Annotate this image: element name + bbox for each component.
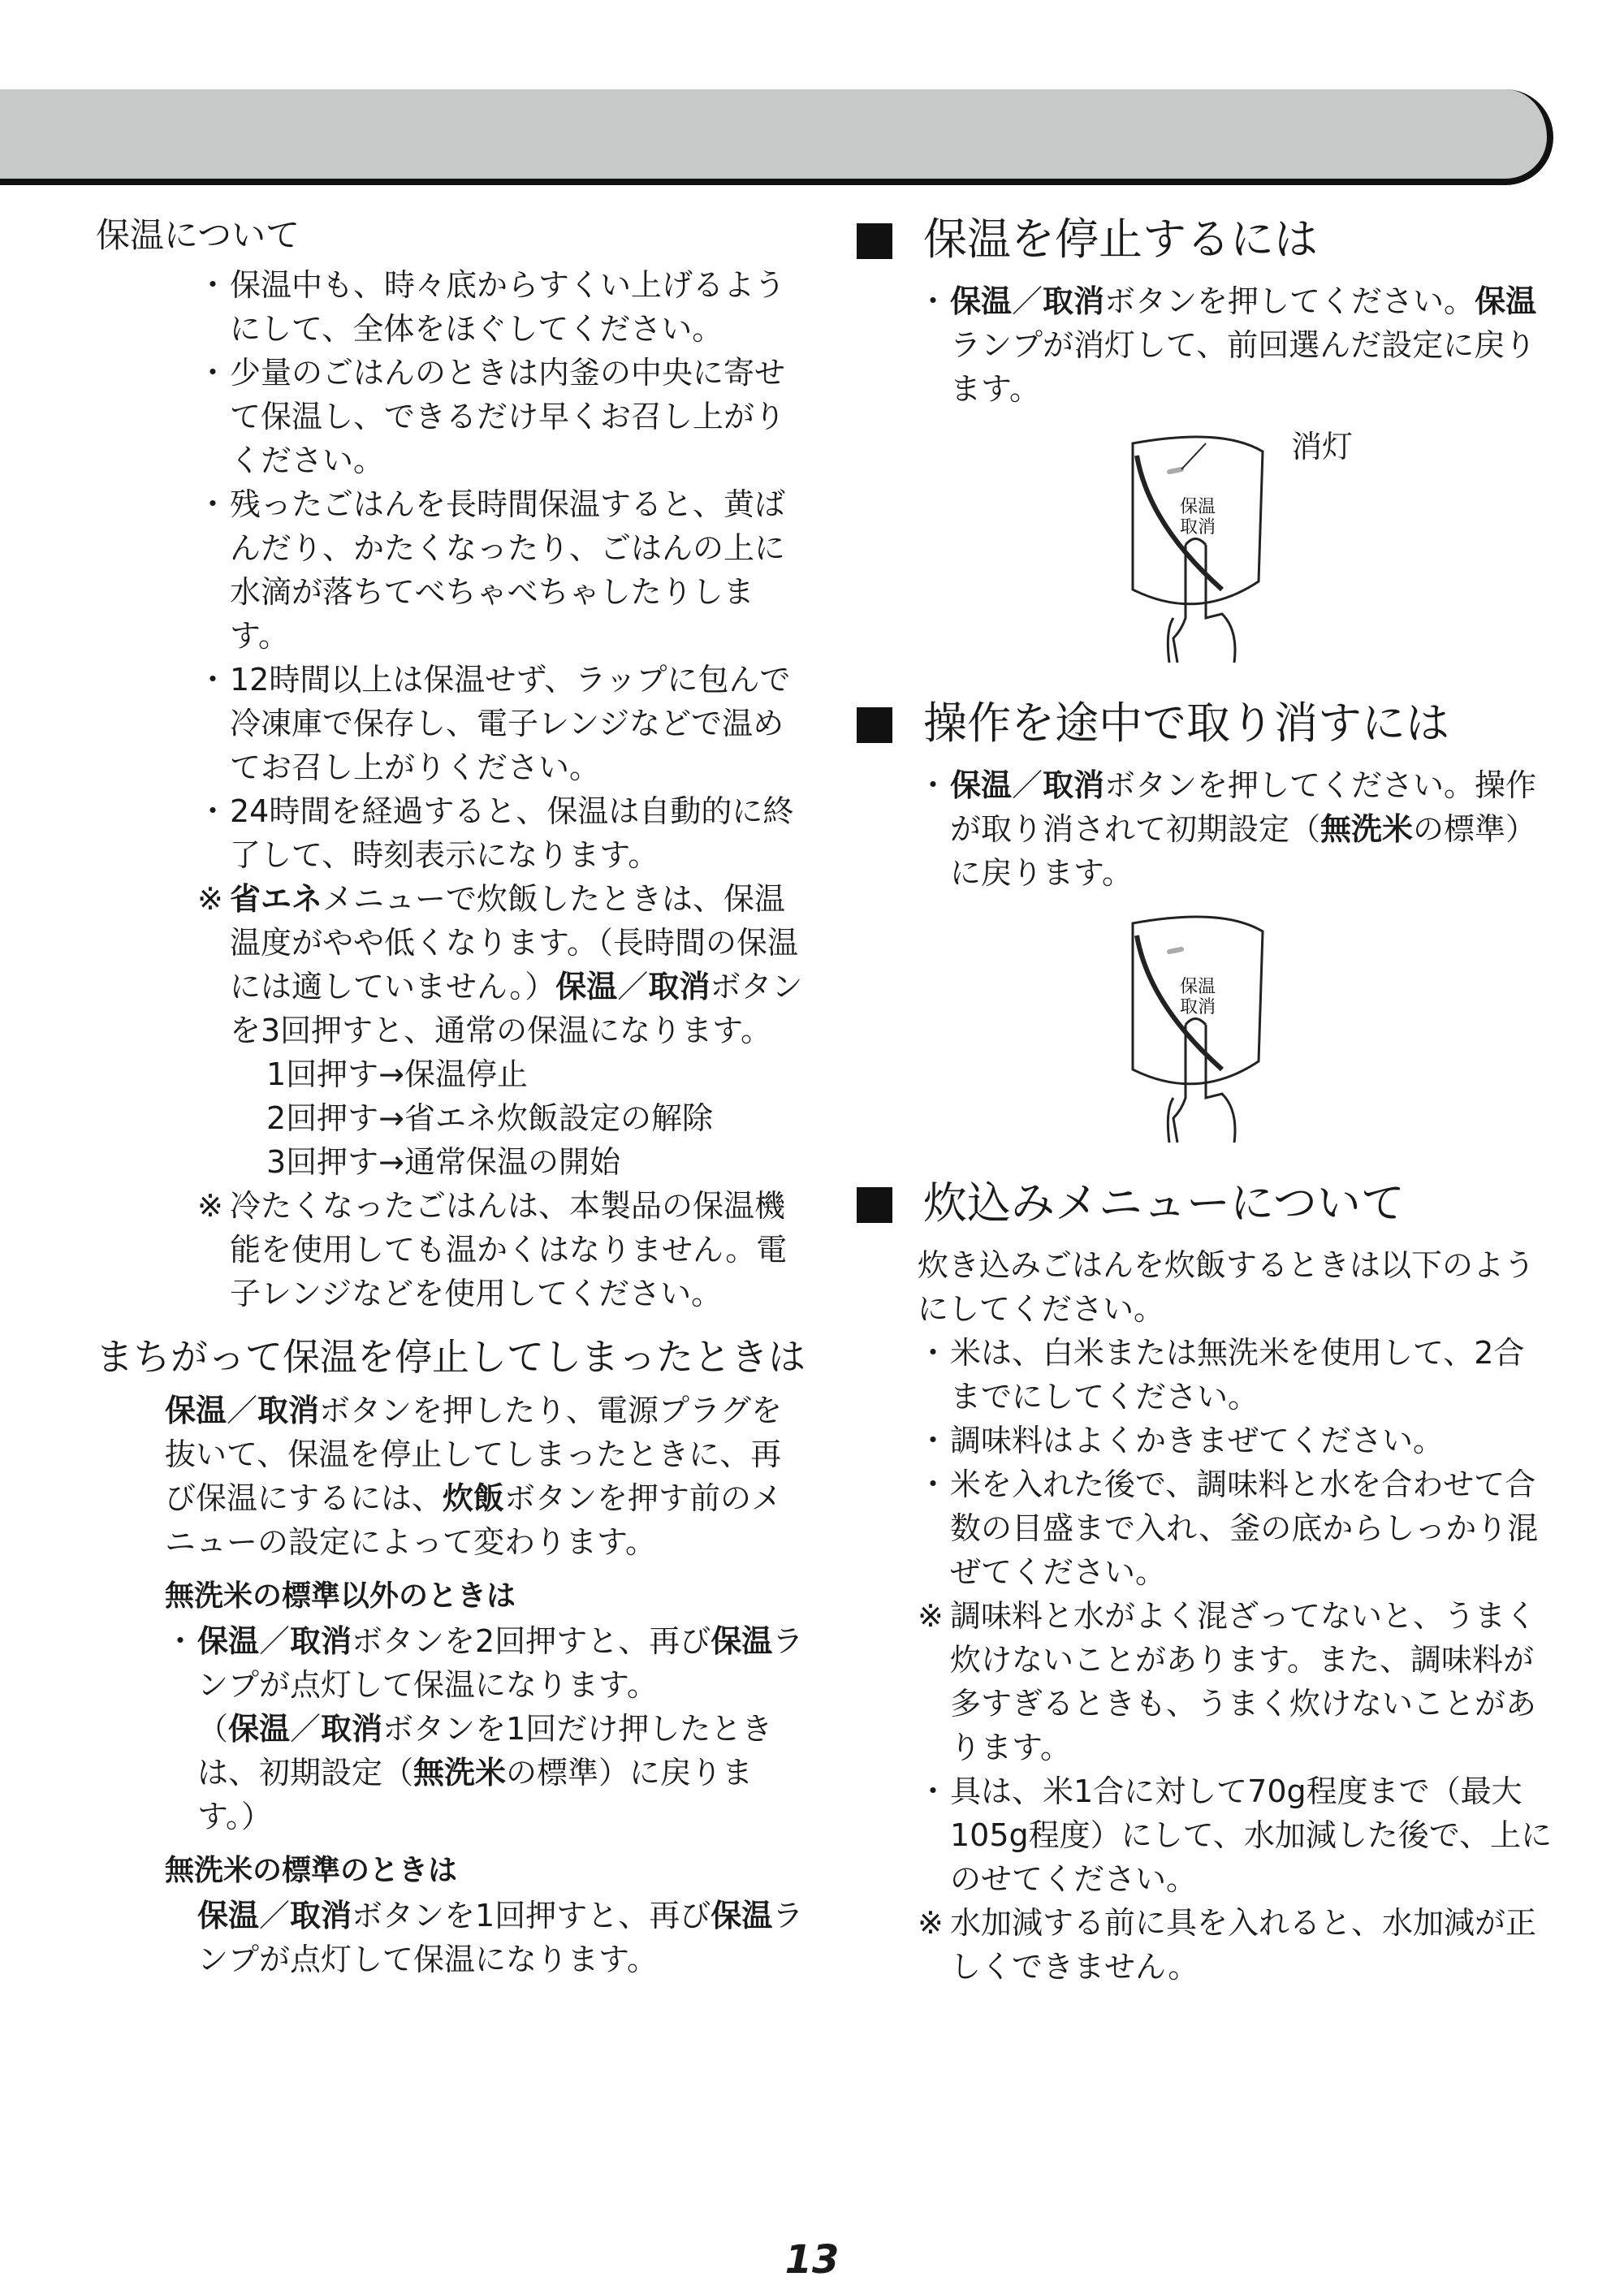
separator: ／ [617,969,649,1004]
bold-term: 無洗米 [413,1755,507,1791]
bullet-mark: ・ [918,1467,949,1502]
bullet-mark: ・ [197,267,229,303]
bullet-mark: ・ [918,1423,949,1458]
paragraph-text: ボタンを1回押すと、再び [352,1898,711,1933]
note-text: メニューで炊飯したときは、保温温度がやや低くなります。（長時間の保温には適していません。） [230,881,798,1004]
bold-term: 取消 [321,1711,383,1747]
bullet-text: ランプが点灯して保温になります。 [197,1623,804,1703]
header-band [0,89,1553,185]
list-item [197,482,810,658]
note-mark: ※ [197,1188,223,1224]
section2-body [857,763,1555,895]
paren: （ [197,1711,229,1747]
bold-term: 保温 [555,969,618,1004]
press-steps [197,1052,810,1184]
list-item [165,1619,810,1838]
separator: ／ [259,1623,291,1659]
list-item [918,763,1555,895]
section3-body [857,1243,1555,1989]
bold-term: 保温 [710,1623,773,1659]
case2-heading: 無洗米の標準のときは [165,1854,458,1887]
bullet-mark: ・ [197,355,229,391]
note-text: 冷たくなったごはんは、本製品の保温機能を使用しても温かくはなりません。電子レンジなどを使用してください。 [230,1188,788,1311]
bold-term: 取消 [1043,283,1105,319]
section-heading-mixed-rice [857,1175,1555,1232]
bullet-text: 12時間以上は保温せず、ラップに包んで冷凍庫で保存し、電子レンジなどで温めてお召し上がりください。 [230,662,791,785]
button-label-cancel: 取消 [1179,997,1216,1017]
bold-term: 保温 [950,283,1013,319]
section-heading-stop-warm [857,211,1555,268]
bold-term: 炊飯 [443,1480,505,1516]
bold-term: 省エネ [230,881,323,917]
button-illustration-cancel [1100,907,1376,1151]
bullet-text: 米は、白米または無洗米を使用して、2合までにしてください。 [950,1335,1525,1415]
bullet-text: の標準）に戻ります。 [950,811,1537,891]
bullet-mark: ・ [918,1335,949,1371]
case1-block [96,1619,810,1838]
section-title: 保温を停止するには [923,214,1318,265]
mistake-paragraph [96,1389,810,1564]
bold-term: 保温 [228,1711,291,1747]
separator: ／ [1012,767,1043,803]
separator: ／ [1012,283,1043,319]
bold-term: 保温 [165,1393,227,1428]
bullet-text: ボタンを押してください。 [1104,283,1475,319]
page-number: 13 [784,2237,840,2283]
bullet-mark: ・ [918,767,949,803]
bold-term: 取消 [290,1898,352,1933]
note-item [918,1594,1555,1769]
list-item [918,1331,1555,1419]
section3-intro: 炊き込みごはんを炊飯するときは以下のようにしてください。 [918,1247,1535,1327]
note-mark: ※ [197,881,223,917]
bullet-text: 24時間を経過すると、保温は自動的に終了して、時刻表示になります。 [230,793,794,873]
bullet-text: 調味料はよくかきまぜてください。 [950,1423,1445,1458]
note-text: 水加減する前に具を入れると、水加減が正しくできません。 [950,1905,1537,1985]
list-item [918,1419,1555,1462]
button-illustration-off [1100,427,1376,671]
bullet-text: ボタンを1回だけ押したときは、初期設定（ [197,1711,773,1791]
bullet-text: 具は、米1合に対して70g程度まで（最大105g程度）にして、水加減した後で、上にのせてください。 [950,1773,1553,1897]
bullet-mark: ・ [197,793,229,829]
press-step: 2回押す→省エネ炊飯設定の解除 [266,1100,714,1136]
square-bullet-icon [857,223,892,259]
note-mark: ※ [918,1598,944,1634]
section-title: 操作を途中で取り消すには [923,698,1449,749]
left-column [96,211,810,1981]
off-label: 消灯 [1291,429,1354,464]
bold-term: 保温 [197,1898,260,1933]
case2-text [165,1894,810,1981]
paragraph-text: ボタンを押す前のメニューの設定によって変わります。 [165,1480,783,1560]
note-cold-rice [197,1184,810,1315]
bullet-text: ボタンを押してください。操作が取り消されて初期設定（ [950,767,1537,847]
section-heading-cancel-operation [857,695,1555,752]
button-label-cancel: 取消 [1179,517,1216,538]
list-item [918,1462,1555,1594]
bold-term: 取消 [257,1393,320,1428]
section-title: 炊込みメニューについて [923,1177,1405,1229]
bullet-text: 米を入れた後で、調味料と水を合わせて合数の目盛まで入れ、釜の底からしっかり混ぜてください。 [950,1467,1539,1590]
button-label-warm: 保温 [1179,977,1216,997]
keep-warm-heading: 保温について [96,215,300,255]
case2-block [96,1894,810,1981]
paragraph-text: ランプが点灯して保温になります。 [197,1898,804,1977]
bullet-mark: ・ [197,486,229,522]
list-item [197,658,810,789]
bullet-mark: ・ [197,662,229,698]
press-step: 1回押す→保温停止 [266,1056,529,1092]
bold-term: 取消 [1043,767,1105,803]
case1-heading: 無洗米の標準以外のときは [165,1579,516,1613]
mistake-heading: まちがって保温を停止してしまったときは [96,1335,806,1379]
note-mark: ※ [918,1905,944,1941]
section1-body [857,279,1555,411]
bullet-text: ボタンを2回押すと、再び [352,1623,711,1659]
bold-term: 保温 [950,767,1013,803]
square-bullet-icon [857,1187,892,1223]
bold-term: 保温 [1475,283,1537,319]
paragraph-text: ボタンを押したり、電源プラグを抜いて、保温を停止してしまったときに、再び保温にするには、 [165,1393,783,1516]
bold-term: 保温 [710,1898,773,1933]
note-text: 調味料と水がよく混ざってないと、うまく炊けないことがあります。また、調味料が多すぎるときも、うまく炊けないことがあります。 [950,1598,1537,1765]
right-column [857,211,1555,1989]
separator: ／ [227,1393,258,1428]
note-item [918,1901,1555,1989]
bullet-mark: ・ [918,283,949,319]
bold-term: 取消 [648,969,710,1004]
bold-term: 無洗米 [1320,811,1414,847]
separator: ／ [259,1898,291,1933]
bullet-text: 少量のごはんのときは内釜の中央に寄せて保温し、できるだけ早くお召し上がりください。 [230,355,786,478]
bullet-mark: ・ [165,1623,197,1659]
list-item [918,1769,1555,1901]
list-item [197,789,810,877]
bullet-text: 残ったごはんを長時間保温すると、黄ばんだり、かたくなったり、ごはんの上に水滴が落ちてべちゃべちゃしたりします。 [230,486,786,654]
bullet-mark: ・ [918,1773,949,1809]
keep-warm-bullets [96,263,810,1315]
list-item [918,279,1555,411]
list-item [197,351,810,482]
list-item [197,263,810,351]
button-label-warm: 保温 [1179,497,1216,517]
bullet-text: ランプが消灯して、前回選んだ設定に戻ります。 [950,327,1536,407]
note-energy-saving [197,877,810,1052]
square-bullet-icon [857,707,892,743]
separator: ／ [290,1711,322,1747]
bullet-text: 保温中も、時々底からすくい上げるようにして、全体をほぐしてください。 [230,267,786,347]
bold-term: 保温 [197,1623,260,1659]
press-step: 3回押す→通常保温の開始 [266,1144,621,1180]
cancel-button-illustration [1100,907,1376,1151]
note-text: ボタンを3回押すと、通常の保温になります。 [230,969,803,1048]
bold-term: 取消 [290,1623,352,1659]
bullet-text: の標準）に戻ります。） [197,1755,754,1834]
